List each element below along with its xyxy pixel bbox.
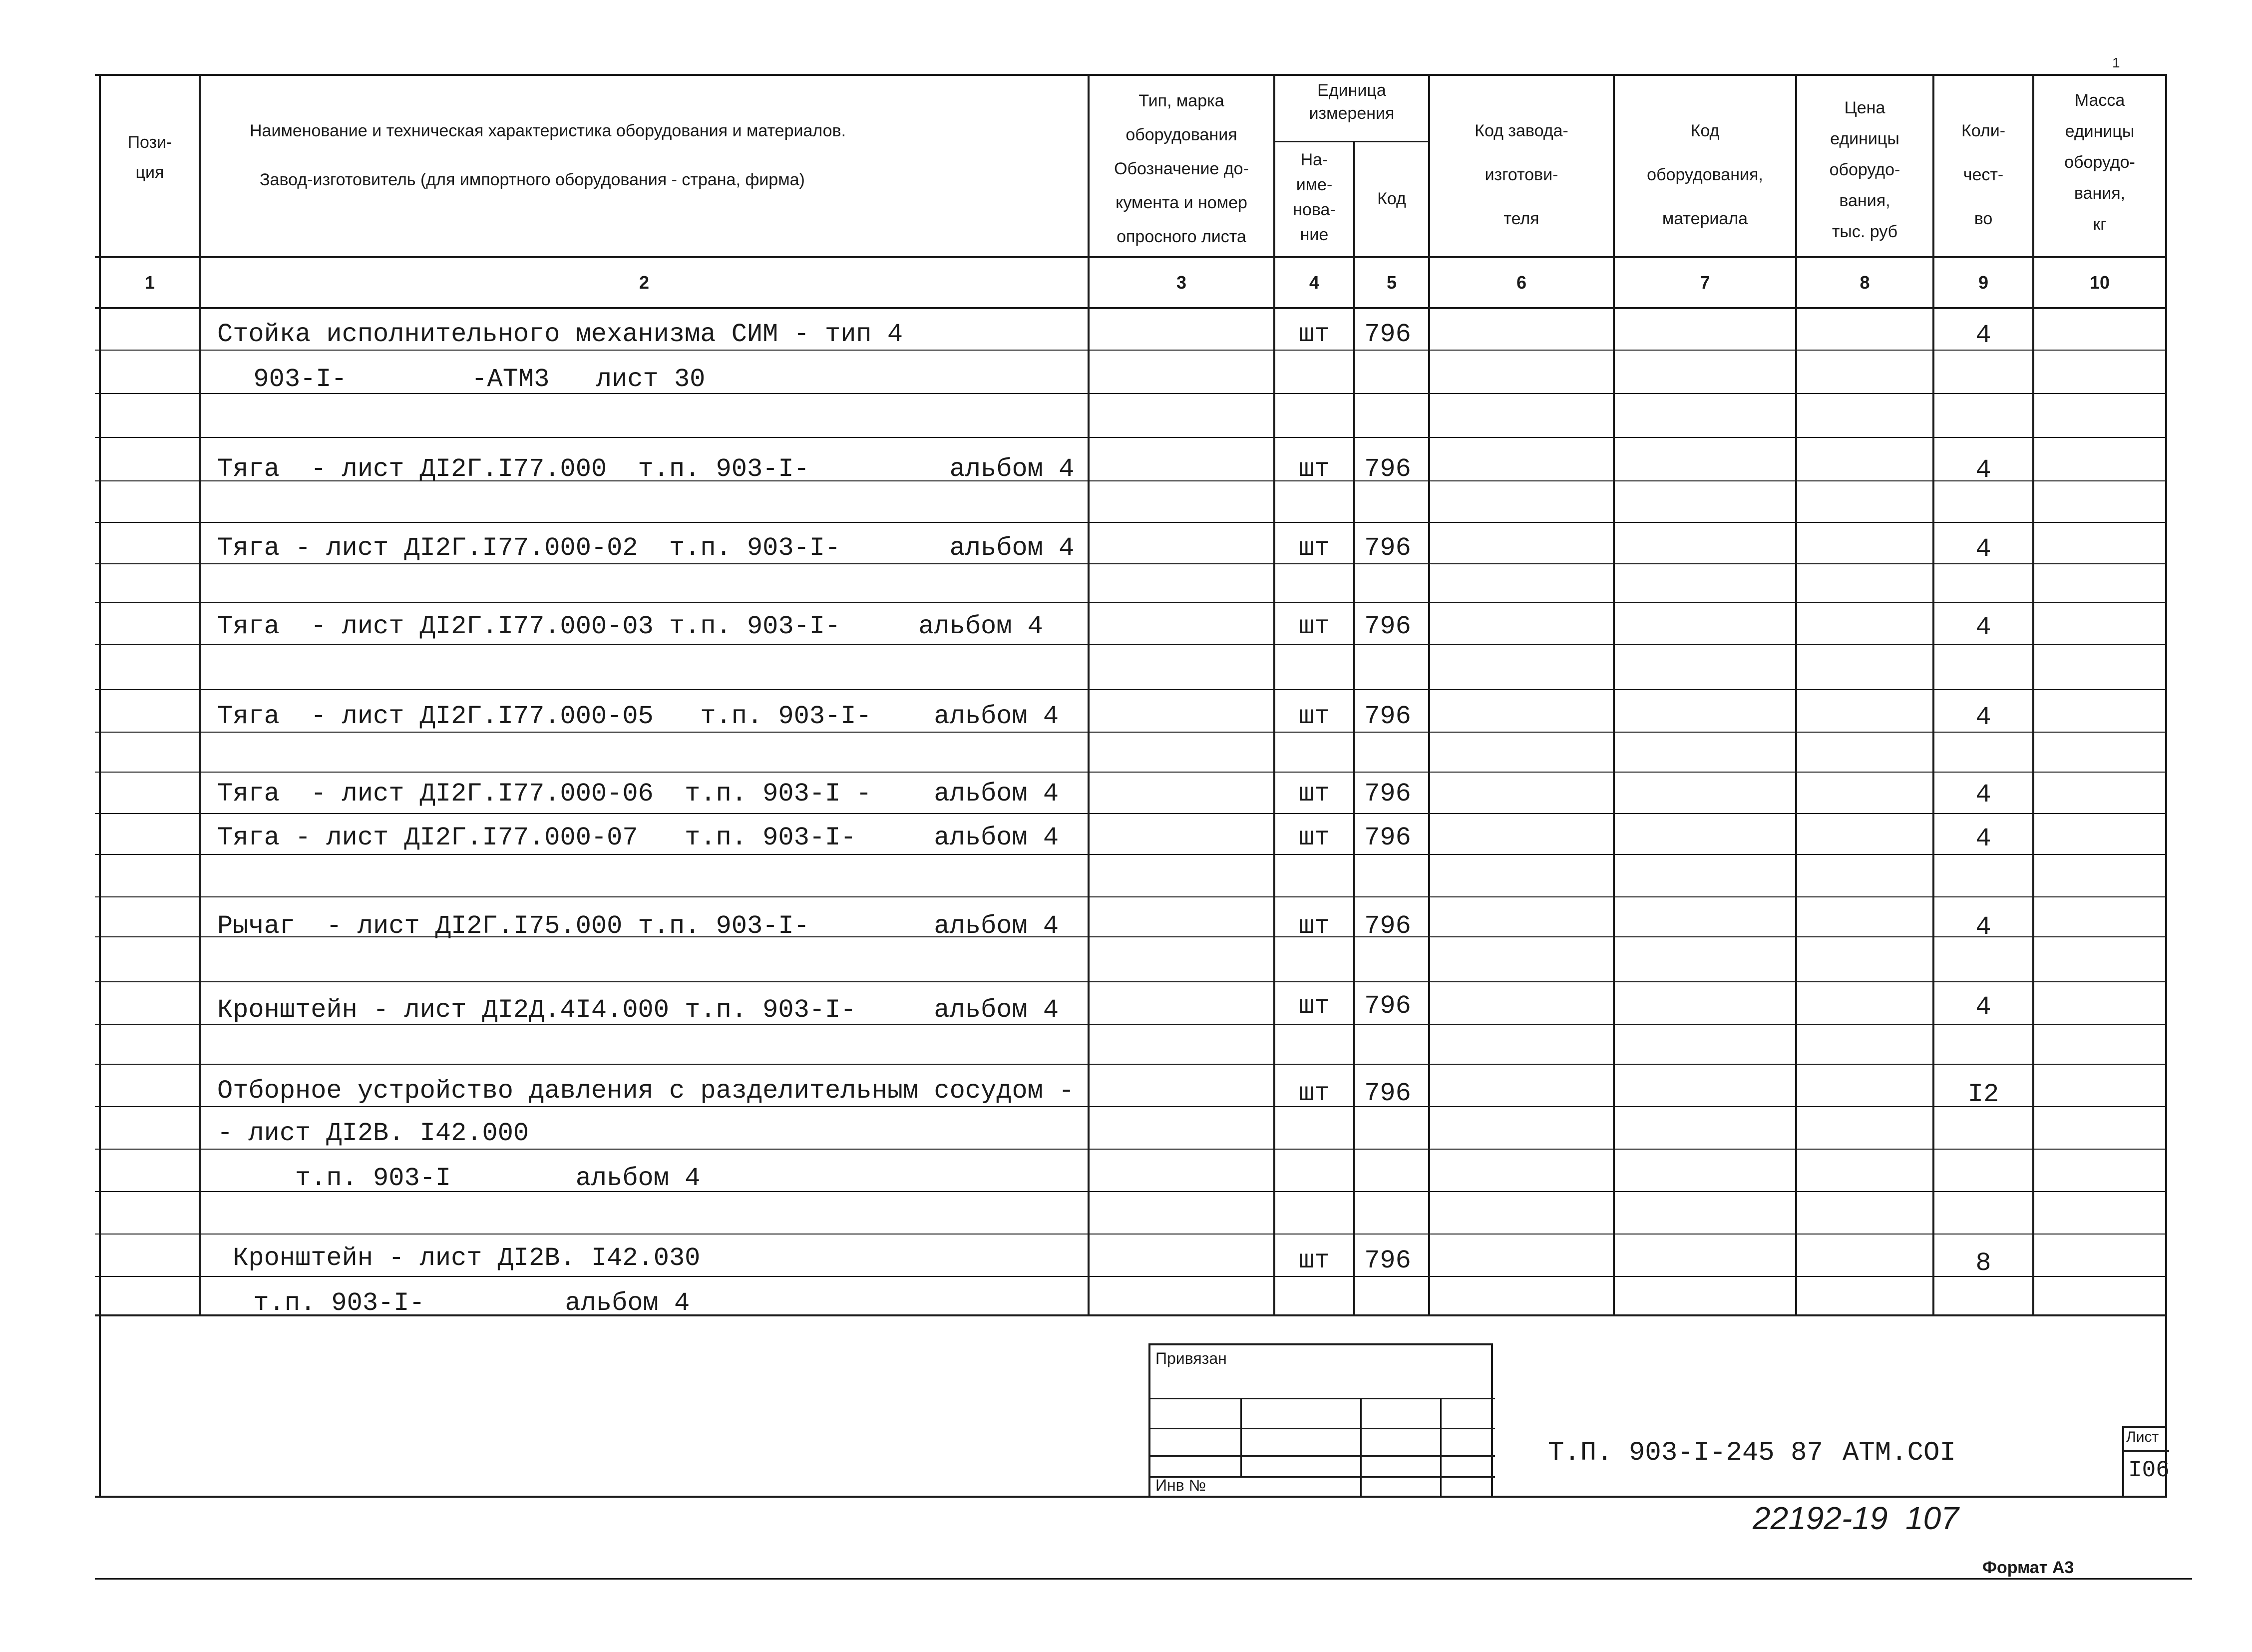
row-code: 796 <box>1364 1246 1411 1275</box>
row-name: Отборное устройство давления с разделительным сосудом - <box>217 1076 1075 1106</box>
colnum-7: 7 <box>1700 272 1710 293</box>
row-qty: 4 <box>1975 534 1991 564</box>
row-unit: шт <box>1298 702 1330 731</box>
row-line <box>95 1064 2167 1065</box>
approval-stamp <box>1148 1343 1493 1496</box>
row-qty: 4 <box>1975 780 1991 810</box>
row-name: - лист ДI2В. I42.000 <box>217 1119 529 1148</box>
header-plant-code: Код завода- изготови- теля <box>1475 121 1568 228</box>
row-name: Тяга - лист ДI2Г.I77.000-02 т.п. 903-I- альбом 4 <box>217 533 1075 563</box>
stamp-vline <box>1240 1398 1242 1478</box>
row-unit: шт <box>1298 533 1330 563</box>
row-unit: шт <box>1298 991 1330 1021</box>
row-name: Кронштейн - лист ДI2В. I42.030 <box>217 1243 701 1273</box>
sheet-divider <box>2124 1450 2169 1452</box>
corner-mark: 1 <box>2112 55 2120 70</box>
vline-7 <box>1795 74 1797 1315</box>
row-line <box>95 813 2167 814</box>
row-code: 796 <box>1364 991 1411 1021</box>
colnum-6: 6 <box>1516 272 1527 293</box>
colnum-bottom-border <box>95 307 2167 309</box>
row-line <box>95 732 2167 733</box>
colnum-1: 1 <box>144 272 155 293</box>
format-label: Формат А3 <box>1982 1558 2074 1577</box>
header-unit: Единица измерения <box>1309 81 1395 123</box>
sheet-number: I06 <box>2128 1457 2170 1483</box>
row-name: 903-I- -АТМ3 лист 30 <box>222 365 706 394</box>
stamp-vline <box>1440 1398 1442 1498</box>
row-name: Тяга - лист ДI2Г.I77.000-07 т.п. 903-I- альбом 4 <box>217 823 1059 852</box>
row-qty: 4 <box>1975 703 1991 732</box>
row-name: Тяга - лист ДI2Г.I77.000-05 т.п. 903-I- альбом 4 <box>217 702 1059 731</box>
row-line <box>95 1276 2167 1277</box>
row-line <box>95 644 2167 645</box>
row-name: Тяга - лист ДI2Г.I77.000-06 т.п. 903-I - альбом 4 <box>217 779 1059 809</box>
header-equipment-code: Код оборудования, материала <box>1647 121 1763 228</box>
row-line <box>95 563 2167 564</box>
sub-unit-divider <box>1273 141 1428 142</box>
row-unit: шт <box>1298 320 1330 349</box>
stamp-vline <box>1360 1398 1362 1498</box>
row-qty: 8 <box>1975 1248 1991 1278</box>
row-code: 796 <box>1364 911 1411 941</box>
vline-6 <box>1613 74 1615 1315</box>
colnum-5: 5 <box>1386 272 1397 293</box>
vline-3 <box>1273 74 1275 1315</box>
header-price: Цена единицы оборудо- вания, тыс. руб <box>1829 98 1900 241</box>
row-unit: шт <box>1298 911 1330 941</box>
header-quantity: Коли- чест- во <box>1961 121 2006 228</box>
inv-no-label: Инв № <box>1155 1476 1206 1494</box>
row-code: 796 <box>1364 612 1411 641</box>
row-line <box>95 437 2167 438</box>
footer-line <box>95 1578 2192 1580</box>
row-unit: шт <box>1298 1246 1330 1275</box>
row-name: Тяга - лист ДI2Г.I77.000 т.п. 903-I- альбом 4 <box>217 454 1075 484</box>
row-name: т.п. 903-I альбом 4 <box>217 1164 701 1193</box>
row-qty: 4 <box>1975 613 1991 642</box>
row-name: Тяга - лист ДI2Г.I77.000-03 т.п. 903-I- альбом 4 <box>217 612 1043 641</box>
row-qty: 4 <box>1975 321 1991 350</box>
row-unit: шт <box>1298 779 1330 809</box>
header-unit-code: Код <box>1377 189 1406 208</box>
colnum-9: 9 <box>1978 272 1989 293</box>
row-qty: 4 <box>1975 912 1991 942</box>
row-line <box>95 1234 2167 1235</box>
colnum-4: 4 <box>1309 272 1320 293</box>
doc-code: Т.П. 903-I-245 87 <box>1548 1438 1823 1468</box>
row-line <box>95 522 2167 523</box>
row-code: 796 <box>1364 702 1411 731</box>
privyazan-label: Привязан <box>1155 1349 1227 1367</box>
row-qty: 4 <box>1975 824 1991 853</box>
row-line <box>95 981 2167 982</box>
vline-10 <box>2165 74 2167 1497</box>
stamp-hline <box>1150 1455 1495 1457</box>
frame-bottom <box>95 1496 2167 1498</box>
header-position: Пози- ция <box>127 133 172 182</box>
row-name: т.п. 903-I- альбом 4 <box>222 1288 690 1318</box>
colnum-2: 2 <box>639 272 650 293</box>
row-line <box>95 772 2167 773</box>
header-type-mark: Тип, марка оборудования Обозначение до- кумента и номер опросного листа <box>1114 91 1249 246</box>
vline-5 <box>1428 74 1430 1315</box>
vline-2 <box>1088 74 1090 1315</box>
row-line <box>95 1149 2167 1150</box>
row-unit: шт <box>1298 612 1330 641</box>
colnum-10: 10 <box>2089 272 2110 293</box>
header-mass: Масса единицы оборудо- вания, кг <box>2064 91 2135 234</box>
row-line <box>95 854 2167 855</box>
vline-1 <box>199 74 201 1315</box>
header-name-line2: Завод-изготовитель (для импортного оборудования - страна, фирма) <box>260 170 805 189</box>
handwritten-number: 22192-19 107 <box>1753 1500 1959 1536</box>
header-name-line1: Наименование и техническая характеристика оборудования и материалов. <box>250 121 846 140</box>
row-code: 796 <box>1364 454 1411 484</box>
row-line <box>95 896 2167 897</box>
sheet-label: Лист <box>2126 1429 2159 1445</box>
row-code: 796 <box>1364 533 1411 563</box>
row-code: 796 <box>1364 1079 1411 1108</box>
row-unit: шт <box>1298 454 1330 484</box>
row-qty: 4 <box>1975 455 1991 485</box>
colnum-8: 8 <box>1860 272 1870 293</box>
row-qty: 4 <box>1975 992 1991 1022</box>
row-line <box>95 1106 2167 1107</box>
row-line <box>95 689 2167 690</box>
sheet-box <box>2122 1426 2170 1497</box>
header-unit-name: На- име- нова- ние <box>1293 150 1336 244</box>
row-code: 796 <box>1364 779 1411 809</box>
row-unit: шт <box>1298 823 1330 852</box>
row-name: Кронштейн - лист ДI2Д.4I4.000 т.п. 903-I- альбом 4 <box>217 995 1059 1025</box>
row-qty: I2 <box>1967 1080 1999 1109</box>
stamp-hline <box>1150 1428 1495 1429</box>
row-code: 796 <box>1364 823 1411 852</box>
doc-mark: АТМ.СОI <box>1843 1438 1956 1468</box>
vline-9 <box>2032 74 2034 1315</box>
row-name: Рычаг - лист ДI2Г.I75.000 т.п. 903-I- альбом 4 <box>217 911 1059 941</box>
row-line <box>95 350 2167 351</box>
table-top-border <box>95 74 2167 76</box>
row-line <box>95 602 2167 603</box>
colnum-3: 3 <box>1176 272 1187 293</box>
row-unit: шт <box>1298 1079 1330 1108</box>
header-bottom-border <box>95 256 2167 258</box>
stamp-hline <box>1150 1398 1495 1399</box>
row-code: 796 <box>1364 320 1411 349</box>
vline-8 <box>1932 74 1934 1315</box>
row-name: Стойка исполнительного механизма СИМ - тип 4 <box>217 320 903 349</box>
